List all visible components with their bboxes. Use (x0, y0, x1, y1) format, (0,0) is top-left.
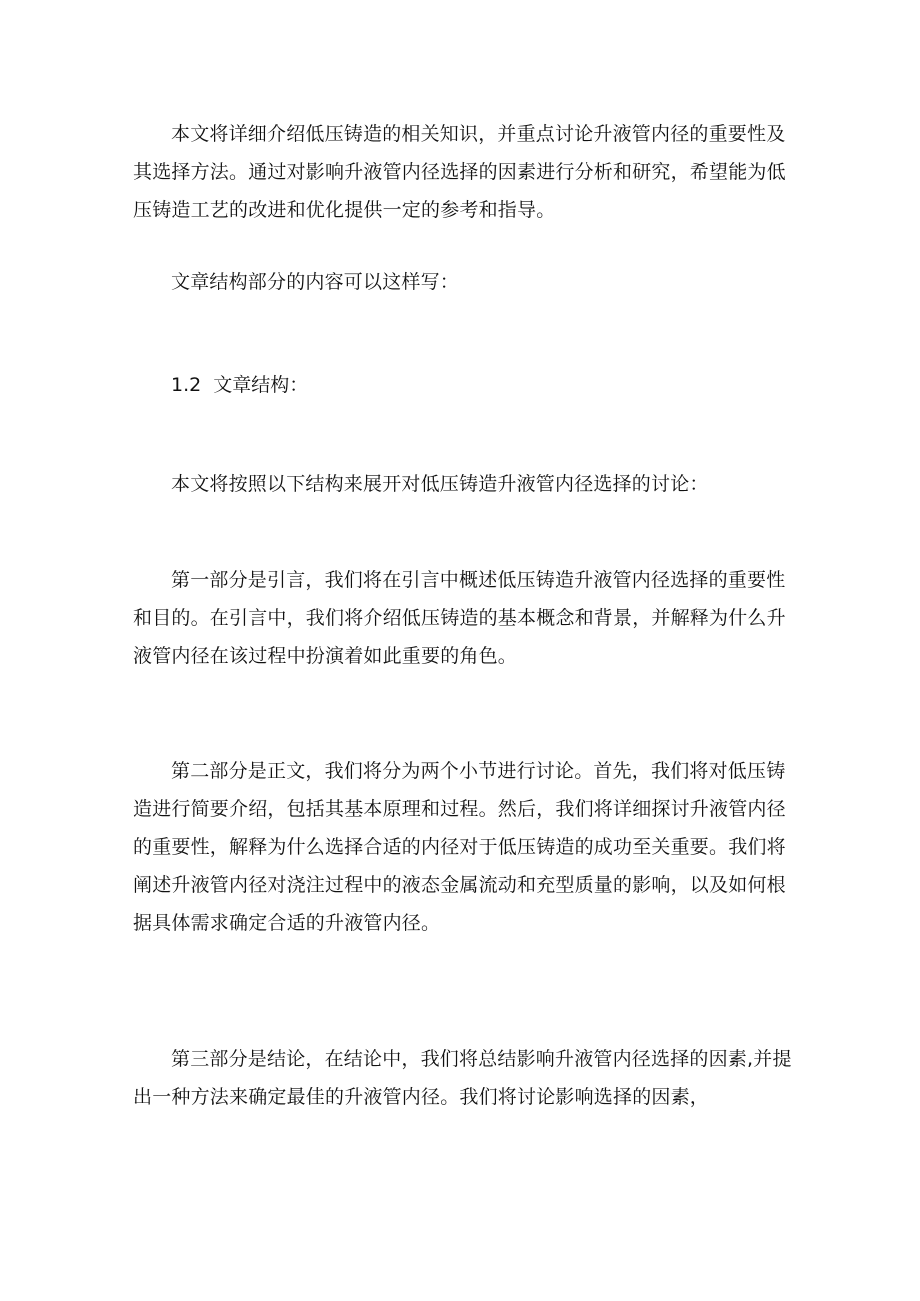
section-heading: 1.2 文章结构： (171, 374, 309, 396)
paragraph-part-two: 第二部分是正文，我们将分为两个小节进行讨论。首先，我们将对低压铸造进行简要介绍，包括其基本原理和过程。然后，我们将详细探讨升液管内径的重要性，解释为什么选择合适的内径对于低压铸造的成功至关重要。我们将阐述升液管内径对浇注过程中的液态金属流动和充型质量的影响，以及如何根据具体需求确定合适的升液管内径。 (133, 760, 786, 934)
paragraph-structure-overview: 本文将按照以下结构来展开对低压铸造升液管内径选择的讨论： (171, 473, 709, 495)
paragraph-structure-lead: 文章结构部分的内容可以这样写： (171, 271, 460, 293)
paragraph-part-three: 第三部分是结论，在结论中，我们将总结影响升液管内径选择的因素,并提出一种方法来确定最佳的升液管内径。我们将讨论影响选择的因素， (133, 1048, 792, 1108)
paragraph-intro-summary: 本文将详细介绍低压铸造的相关知识，并重点讨论升液管内径的重要性及其选择方法。通过对影响升液管内径选择的因素进行分析和研究，希望能为低压铸造工艺的改进和优化提供一定的参考和指导。 (133, 123, 786, 221)
paragraph-part-one: 第一部分是引言，我们将在引言中概述低压铸造升液管内径选择的重要性和目的。在引言中，我们将介绍低压铸造的基本概念和背景，并解释为什么升液管内径在该过程中扮演着如此重要的角色。 (133, 569, 786, 667)
